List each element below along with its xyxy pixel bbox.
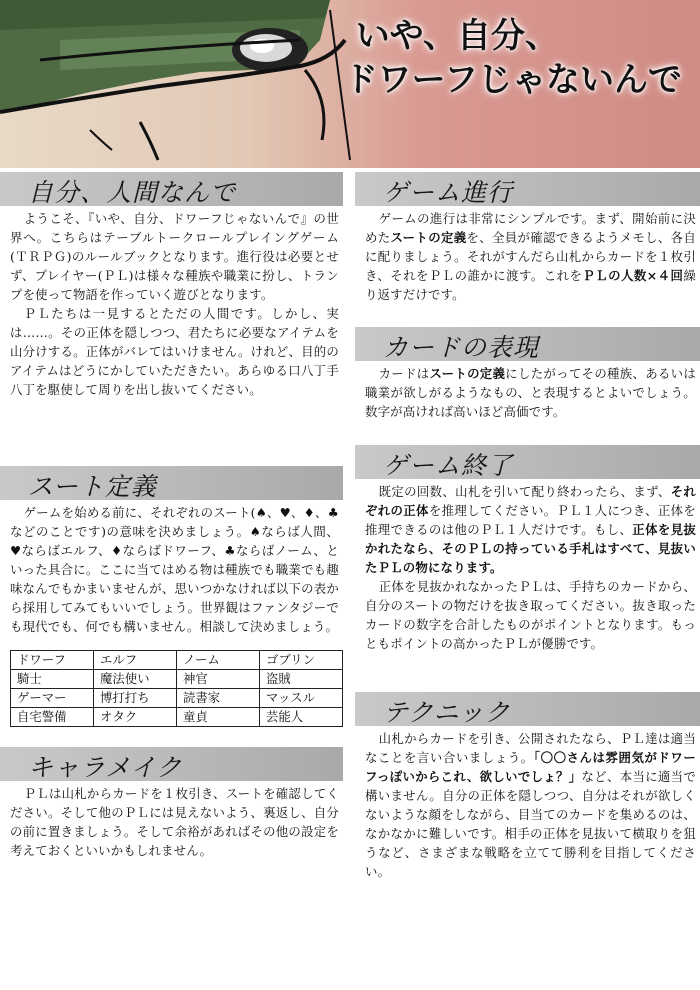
section-body (355, 726, 700, 881)
paragraph (365, 364, 696, 421)
section-body (355, 206, 700, 327)
text-run: にしたがってその種族、あるいは職業が欲しがるようなもの、と表現するとよいでしょう。数字が高ければ高いほど高価です。 (365, 366, 696, 419)
section-heading: テクニック (383, 698, 511, 727)
banner-title-line2: ドワーフじゃないんで (343, 60, 682, 100)
table-row (11, 670, 343, 689)
section-heading: ゲーム進行 (383, 178, 514, 207)
table-cell: 魔法使い (94, 670, 177, 689)
bold-run: 正体を見抜かれたなら、そのＰＬの持っている手札はすべて、見抜いたＰＬの物になります。 (365, 522, 696, 575)
table-cell: 神官 (177, 670, 260, 689)
section-intro (0, 172, 343, 466)
section-heading-bar (355, 692, 700, 726)
bold-run: ＰＬの人数×４回 (582, 268, 684, 283)
table-cell: オタク (94, 708, 177, 727)
text-run: を推理してください。ＰＬ１人につき、正体を推理できるのは他のＰＬ１人だけです。もし、 (365, 503, 696, 537)
table-cell: ノーム (177, 651, 260, 670)
paragraph: ようこそ、『いや、自分、ドワーフじゃないんで』の世界へ。こちらはテーブルトークロールプレイングゲーム(ＴＲＰＧ)のルールブックとなります。進行役は必要とせず、プレイヤー(ＰＬ)は様々な種族や職業に扮し、トランプを使って物語を作っていく遊びとなります。 (10, 211, 339, 302)
text-run: 既定の回数、山札を引いて配り終わったら、まず、 (378, 484, 671, 499)
section-heading: ゲーム終了 (383, 451, 514, 480)
header-banner (0, 0, 700, 168)
table-cell: 博打打ち (94, 689, 177, 708)
table-cell: ゴブリン (260, 651, 343, 670)
table-cell: ゲーマー (11, 689, 94, 708)
banner-title (344, 14, 682, 102)
section-progress (355, 172, 700, 327)
table-row (11, 689, 343, 708)
paragraph (365, 729, 696, 881)
bold-run: 「〇〇さんは雰囲気がドワーフっぽいからこれ、欲しいでしょ？」 (365, 750, 696, 784)
section-suit (0, 466, 343, 727)
section-body (0, 206, 343, 466)
table-cell: 芸能人 (260, 708, 343, 727)
bold-run: スートの定義 (429, 366, 506, 381)
section-heading: スート定義 (28, 472, 157, 501)
section-heading: カードの表現 (383, 333, 540, 362)
left-column (0, 172, 343, 860)
section-heading-bar (355, 172, 700, 206)
section-body (355, 361, 700, 445)
table-cell: ドワーフ (11, 651, 94, 670)
section-heading-bar (0, 172, 343, 206)
section-end (355, 445, 700, 692)
section-heading-bar (0, 747, 343, 781)
paragraph: ＰＬたちは一見するとただの人間です。しかし、実は……。その正体を隠しつつ、君たちに必要なアイテムを山分けする。正体がバレてはいけません。けれど、目的のアイテムはどうにかしていただきたい。あらゆる口八丁手八丁を駆使して周りを出し抜いてください。 (10, 306, 339, 397)
bold-run: スートの定義 (390, 230, 467, 245)
text-run: を、全員が確認できるようメモし、各自に配りましょう。それがすんだら山札からカードを１枚引き、それをＰＬの誰かに渡す。これを (365, 230, 696, 283)
text-run: ゲームの進行は非常にシンプルです。まず、開始前に決めた (365, 211, 696, 245)
paragraph: ＰＬは山札からカードを１枚引き、スートを確認してください。そして他のＰＬには見えないよう、裏返し、自分の前に置きましょう。そして余裕があればその他の設定を考えておくといいかもしれません。 (10, 786, 339, 858)
section-body (355, 479, 700, 692)
paragraph (365, 482, 696, 577)
table-cell: 盗賊 (260, 670, 343, 689)
section-heading-bar (0, 466, 343, 500)
table-cell: 騎士 (11, 670, 94, 689)
section-heading-bar (355, 445, 700, 479)
text-run: 山札からカードを引き、公開されたなら、ＰＬ達は適当なことを言い合いましょう。 (365, 731, 696, 765)
text-run: カードは (378, 366, 430, 381)
suit-table (10, 650, 343, 727)
paragraph: ゲームを始める前に、それぞれのスート(♠、♥、♦、♣などのことです)の意味を決めましょう。♠ならば人間、♥ならばエルフ、♦ならばドワーフ、♣ならばノーム、といった具合に。ここに当てはめる物は種族でも職業でも趣味なんでもかまいませんが、思いつかなければ以下の表から採用してみてもいいでしょう。世界観はファンタジーでも現代でも、何でも構いません。相談して決めましょう。 (10, 505, 339, 634)
banner-title-line1: いや、自分、 (355, 16, 560, 56)
section-body (0, 500, 343, 636)
section-chara (0, 747, 343, 860)
text-run: 繰り返すだけです。 (365, 268, 696, 302)
section-heading-bar (355, 327, 700, 361)
paragraph (365, 209, 696, 304)
bold-run: それぞれの正体 (365, 484, 697, 518)
text-run: など、本当に適当で構いません。自分の正体を隠しつつ、自分はそれが欲しくないような顔をしながら、目当てのカードを集めるのは、なかなかに難しいです。相手の正体を見抜いて横取りを狙うなど、さまざまな戦略を立てて勝利を目指してください。 (365, 769, 696, 879)
table-cell: エルフ (94, 651, 177, 670)
table-cell: マッスル (260, 689, 343, 708)
table-cell: 読書家 (177, 689, 260, 708)
table-cell: 童貞 (177, 708, 260, 727)
table-row (11, 708, 343, 727)
table-row (11, 651, 343, 670)
right-column (355, 172, 700, 881)
section-card (355, 327, 700, 445)
paragraph: 正体を見抜かれなかったＰＬは、手持ちのカードから、自分のスートの物だけを抜き取ってください。抜き取ったカードの数字を合計したものがポイントとなります。もっともポイントの高かったＰＬが優勝です。 (365, 579, 696, 651)
section-body (0, 781, 343, 860)
section-heading: キャラメイク (28, 753, 183, 782)
table-cell: 自宅警備 (11, 708, 94, 727)
section-technique (355, 692, 700, 881)
section-heading: 自分、人間なんで (28, 178, 237, 207)
